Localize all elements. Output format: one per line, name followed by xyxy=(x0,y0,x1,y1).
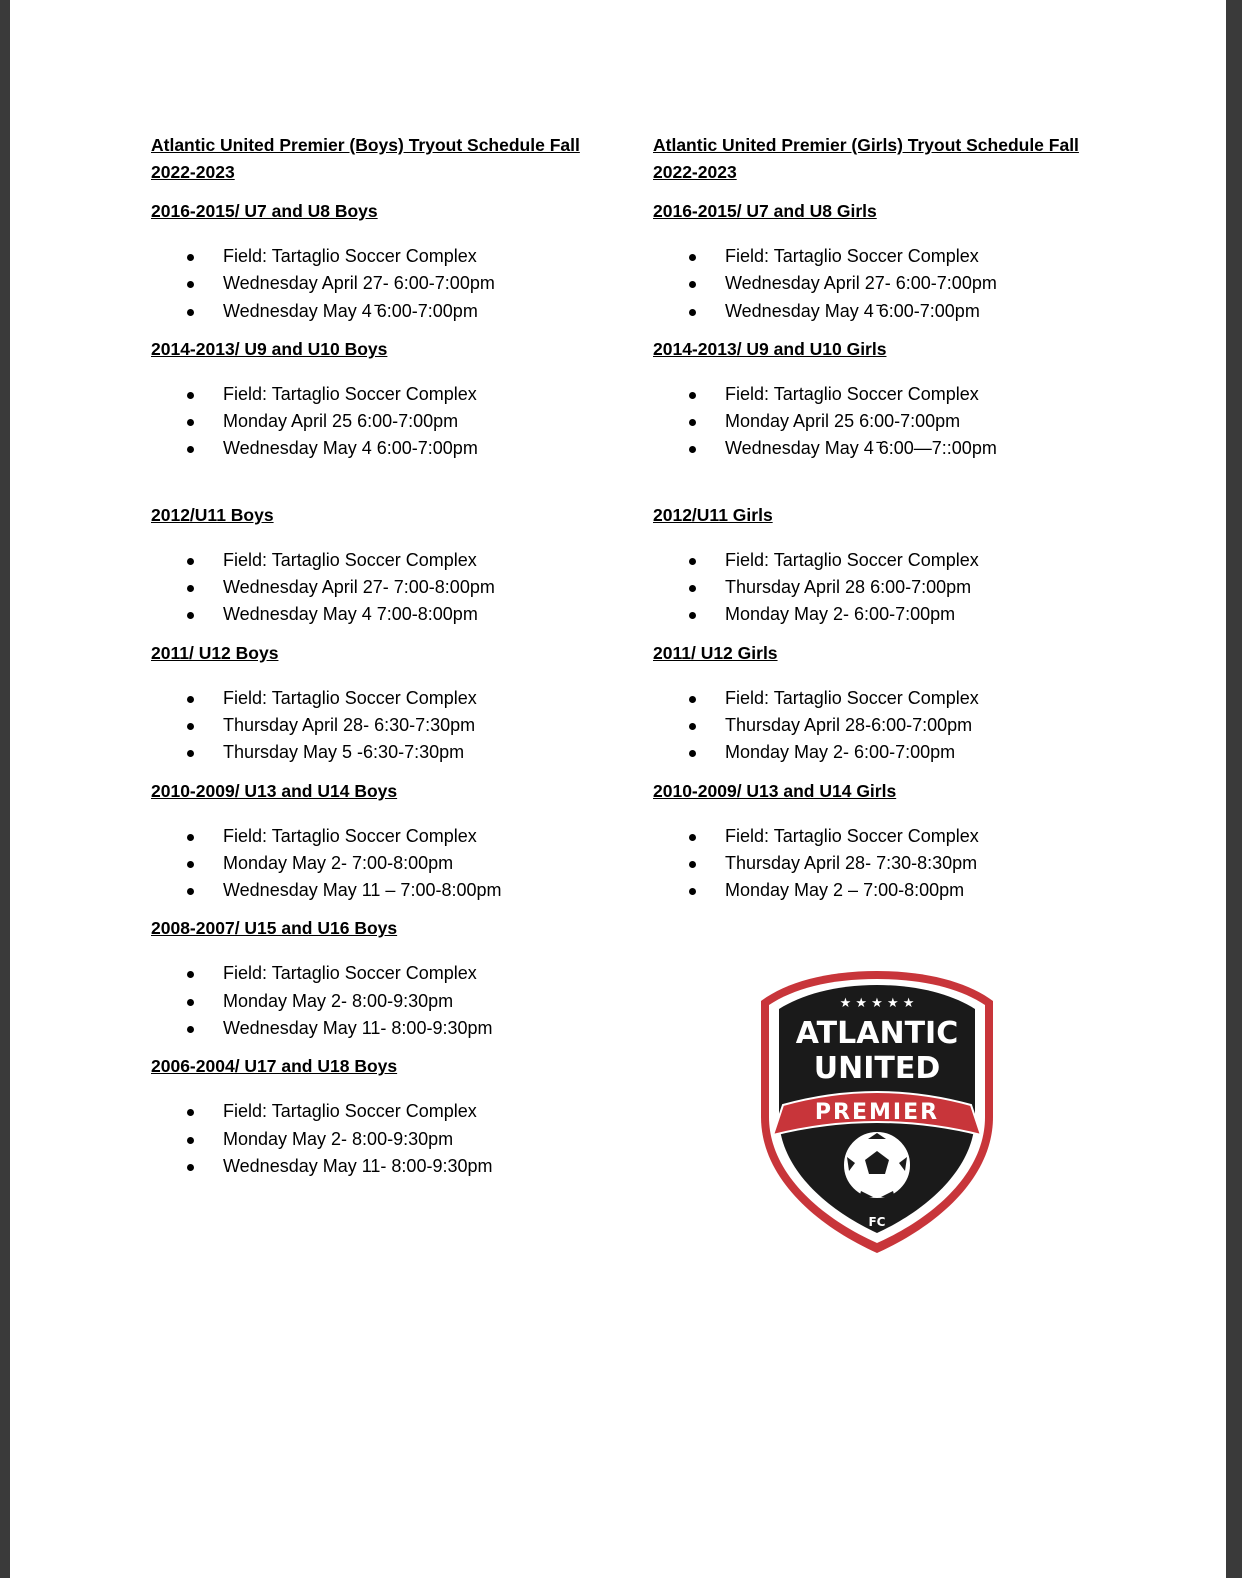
list-item-text: Field: Tartaglio Soccer Complex xyxy=(223,1101,477,1122)
section-item-list xyxy=(151,685,611,767)
list-item xyxy=(151,877,611,904)
bullet-icon xyxy=(689,723,696,730)
list-item xyxy=(151,381,611,408)
section-item-list xyxy=(151,823,611,905)
section-item-list xyxy=(653,381,1113,463)
list-item-text: Field: Tartaglio Soccer Complex xyxy=(725,687,979,708)
section-item-list xyxy=(653,685,1113,767)
bullet-icon xyxy=(689,281,696,288)
list-item xyxy=(151,574,611,601)
list-item-text: Wednesday May 4 ̄6:00-7:00pm xyxy=(725,300,980,321)
list-item-text: Field: Tartaglio Soccer Complex xyxy=(223,687,477,708)
bullet-icon xyxy=(187,834,194,841)
bullet-icon xyxy=(187,971,194,978)
bullet-icon xyxy=(689,834,696,841)
list-item xyxy=(653,381,1113,408)
list-item-text: Wednesday May 4 ̄6:00-7:00pm xyxy=(223,300,478,321)
list-item xyxy=(151,823,611,850)
list-item xyxy=(151,270,611,297)
list-item-text: Thursday April 28- 6:30-7:30pm xyxy=(223,714,476,735)
section-item-list xyxy=(151,381,611,463)
list-item xyxy=(653,298,1113,325)
bullet-icon xyxy=(689,419,696,426)
section-spacer xyxy=(151,476,611,504)
list-item-text: Wednesday April 27- 6:00-7:00pm xyxy=(223,273,495,294)
bullet-icon xyxy=(187,1137,194,1144)
soccer-ball-icon xyxy=(843,1131,911,1199)
list-item xyxy=(151,685,611,712)
list-item-text: Monday April 25 6:00-7:00pm xyxy=(725,411,961,432)
list-item-text: Thursday May 5 -6:30-7:30pm xyxy=(223,742,465,763)
girls-section-u7-u8 xyxy=(653,200,1113,325)
list-item xyxy=(653,270,1113,297)
bullet-icon xyxy=(187,558,194,565)
bullet-icon xyxy=(187,585,194,592)
girls-section-u9-u10 xyxy=(653,338,1113,463)
section-heading: 2016-2015/ U7 and U8 Girls xyxy=(653,201,877,221)
list-item-text: Wednesday May 11- 8:00-9:30pm xyxy=(223,1155,493,1176)
bullet-icon xyxy=(187,254,194,261)
section-heading: 2014-2013/ U9 and U10 Boys xyxy=(151,338,388,359)
section-heading: 2010-2009/ U13 and U14 Boys xyxy=(151,780,398,801)
section-item-list xyxy=(151,547,611,629)
list-item-text: Thursday April 28 6:00-7:00pm xyxy=(725,577,972,598)
list-item-text: Wednesday May 11- 8:00-9:30pm xyxy=(223,1018,493,1039)
bullet-icon xyxy=(187,446,194,453)
bullet-icon xyxy=(689,612,696,619)
section-heading: 2006-2004/ U17 and U18 Boys xyxy=(151,1056,398,1077)
list-item xyxy=(653,547,1113,574)
bullet-icon xyxy=(689,446,696,453)
bullet-icon xyxy=(187,750,194,757)
list-item xyxy=(653,850,1113,877)
list-item xyxy=(653,823,1113,850)
list-item-text: Wednesday May 4 7:00-8:00pm xyxy=(223,604,478,625)
boys-section-u7-u8 xyxy=(151,200,611,325)
list-item xyxy=(151,960,611,987)
list-item xyxy=(653,243,1113,270)
section-heading: 2008-2007/ U15 and U16 Boys xyxy=(151,918,398,939)
bullet-icon xyxy=(187,392,194,399)
bullet-icon xyxy=(689,558,696,565)
section-item-list xyxy=(151,960,611,1042)
bullet-icon xyxy=(689,696,696,703)
list-item xyxy=(151,243,611,270)
section-heading: 2016-2015/ U7 and U8 Boys xyxy=(151,201,378,221)
list-item-text: Wednesday May 4 ̄6:00—7::00pm xyxy=(725,438,997,459)
list-item xyxy=(151,1015,611,1042)
bullet-icon xyxy=(689,254,696,261)
bullet-icon xyxy=(689,585,696,592)
boys-section-u15-u16 xyxy=(151,917,611,1042)
section-heading: 2014-2013/ U9 and U10 Girls xyxy=(653,338,887,359)
list-item-text: Monday May 2- 6:00-7:00pm xyxy=(725,604,956,625)
boys-schedule-column xyxy=(151,132,611,1193)
bullet-icon xyxy=(689,750,696,757)
bullet-icon xyxy=(689,861,696,868)
list-item xyxy=(151,1126,611,1153)
list-item xyxy=(653,712,1113,739)
list-item-text: Field: Tartaglio Soccer Complex xyxy=(223,383,477,404)
list-item xyxy=(151,435,611,462)
list-item xyxy=(151,601,611,628)
list-item-text: Field: Tartaglio Soccer Complex xyxy=(725,246,979,266)
list-item xyxy=(653,435,1113,462)
list-item xyxy=(151,739,611,766)
section-heading: 2012/U11 Girls xyxy=(653,504,773,525)
boys-section-u12 xyxy=(151,642,611,767)
club-crest-logo xyxy=(755,967,999,1257)
bullet-icon xyxy=(187,612,194,619)
bullet-icon xyxy=(187,1026,194,1033)
list-item-text: Monday April 25 6:00-7:00pm xyxy=(223,411,459,432)
list-item-text: Field: Tartaglio Soccer Complex xyxy=(223,963,477,984)
girls-schedule-column xyxy=(653,132,1113,917)
boys-section-u17-u18 xyxy=(151,1055,611,1180)
girls-schedule-title: Atlantic United Premier (Girls) Tryout Schedule Fall 2022-2023 xyxy=(653,135,1079,182)
list-item-text: Monday May 2- 7:00-8:00pm xyxy=(223,852,454,873)
list-item xyxy=(653,408,1113,435)
girls-section-u13-u14 xyxy=(653,780,1113,905)
boys-section-u9-u10 xyxy=(151,338,611,463)
list-item-text: Monday May 2- 8:00-9:30pm xyxy=(223,1128,454,1149)
list-item-text: Field: Tartaglio Soccer Complex xyxy=(223,825,477,846)
section-spacer xyxy=(653,476,1113,504)
bullet-icon xyxy=(689,888,696,895)
list-item-text: Monday May 2 – 7:00-8:00pm xyxy=(725,880,965,901)
bullet-icon xyxy=(187,309,194,316)
section-item-list xyxy=(653,547,1113,629)
list-item-text: Wednesday April 27- 7:00-8:00pm xyxy=(223,577,495,598)
list-item-text: Wednesday May 11 – 7:00-8:00pm xyxy=(223,880,502,901)
list-item xyxy=(151,408,611,435)
list-item xyxy=(653,739,1113,766)
list-item-text: Wednesday May 4 6:00-7:00pm xyxy=(223,438,478,459)
girls-section-u11 xyxy=(653,504,1113,629)
section-heading: 2011/ U12 Girls xyxy=(653,642,778,663)
section-heading: 2012/U11 Boys xyxy=(151,504,274,525)
list-item xyxy=(653,685,1113,712)
list-item-text: Monday May 2- 8:00-9:30pm xyxy=(223,990,454,1011)
crest-badge-text: FC xyxy=(868,1215,886,1229)
bullet-icon xyxy=(187,1164,194,1171)
list-item xyxy=(653,574,1113,601)
boys-schedule-title: Atlantic United Premier (Boys) Tryout Schedule Fall 2022-2023 xyxy=(151,135,580,182)
crest-star-icons: ★ ★ ★ ★ ★ xyxy=(839,996,915,1011)
list-item xyxy=(151,547,611,574)
document-page xyxy=(10,0,1226,1578)
bullet-icon xyxy=(689,309,696,316)
list-item-text: Thursday April 28- 7:30-8:30pm xyxy=(725,852,978,873)
section-heading: 2011/ U12 Boys xyxy=(151,642,279,663)
crest-ribbon-text: PREMIER xyxy=(814,1100,940,1125)
list-item xyxy=(151,712,611,739)
list-item-text: Field: Tartaglio Soccer Complex xyxy=(223,246,477,266)
bullet-icon xyxy=(689,392,696,399)
list-item xyxy=(151,1153,611,1180)
bullet-icon xyxy=(187,888,194,895)
list-item xyxy=(151,988,611,1015)
list-item-text: Field: Tartaglio Soccer Complex xyxy=(725,825,979,846)
section-item-list xyxy=(151,243,611,325)
crest-line1: ATLANTIC xyxy=(795,1016,959,1051)
list-item-text: Field: Tartaglio Soccer Complex xyxy=(223,549,477,570)
list-item xyxy=(151,298,611,325)
section-item-list xyxy=(653,243,1113,325)
bullet-icon xyxy=(187,723,194,730)
bullet-icon xyxy=(187,696,194,703)
list-item-text: Field: Tartaglio Soccer Complex xyxy=(725,549,979,570)
section-item-list xyxy=(653,823,1113,905)
list-item-text: Wednesday April 27- 6:00-7:00pm xyxy=(725,273,997,294)
list-item xyxy=(151,850,611,877)
list-item xyxy=(151,1098,611,1125)
list-item-text: Thursday April 28-6:00-7:00pm xyxy=(725,714,973,735)
bullet-icon xyxy=(187,419,194,426)
list-item-text: Monday May 2- 6:00-7:00pm xyxy=(725,742,956,763)
list-item-text: Field: Tartaglio Soccer Complex xyxy=(725,383,979,404)
boys-section-u11 xyxy=(151,504,611,629)
bullet-icon xyxy=(187,861,194,868)
section-heading: 2010-2009/ U13 and U14 Girls xyxy=(653,780,897,801)
girls-section-u12 xyxy=(653,642,1113,767)
bullet-icon xyxy=(187,999,194,1006)
section-item-list xyxy=(151,1098,611,1180)
crest-line2: UNITED xyxy=(813,1051,941,1086)
list-item xyxy=(653,877,1113,904)
bullet-icon xyxy=(187,1109,194,1116)
bullet-icon xyxy=(187,281,194,288)
list-item xyxy=(653,601,1113,628)
boys-section-u13-u14 xyxy=(151,780,611,905)
